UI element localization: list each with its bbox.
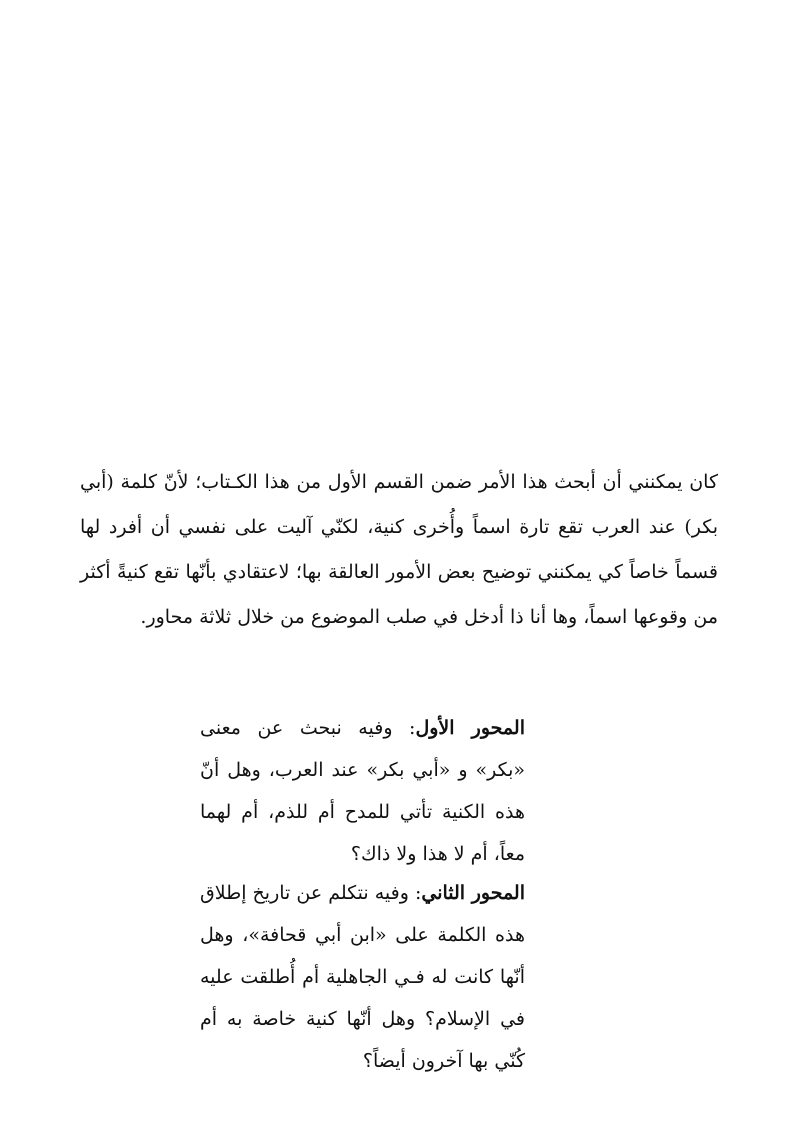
axis-one-paragraph [200, 707, 525, 875]
axis-one-text: : وفيه نبحث عن معنى «بكر» و «أبي بكر» عند العرب، وهل أنّ هذه الكنية تأتي للمدح أم للذم، أم لهما معاً، أم لا هذا ولا ذاك؟ [200, 717, 525, 865]
axis-two-paragraph [200, 872, 525, 1082]
axis-one-label: المحور الأول [415, 717, 525, 739]
axis-two-label: المحور الثاني [421, 882, 526, 904]
axis-two-text: : وفيه نتكلم عن تاريخ إطلاق هذه الكلمة على «ابن أبي قحافة»، وهل أنّها كانت له فـي الجاهلية أم أُطلقت عليه في الإسلام؟ وهل أنّها كنية خاصة به أم كُنّي بها آخرون أيضاً؟ [200, 882, 525, 1072]
intro-paragraph: كان يمكنني أن أبحث هذا الأمر ضمن القسم الأول من هذا الكـتاب؛ لأنّ كلمة (أبي بكر) عند العرب تقع تارة اسماً وأُخرى كنية، لكنّي آليت على نفسي أن أفرد لها قسماً خاصاً كي يمكنني توضيح بعض الأمور العالقة بها؛ لاعتقادي بأنّها تقع كنيةً أكثر من وقوعها اسماً، وها أنا ذا أدخل في صلب الموضوع من خلال ثلاثة محاور. [80, 471, 718, 628]
